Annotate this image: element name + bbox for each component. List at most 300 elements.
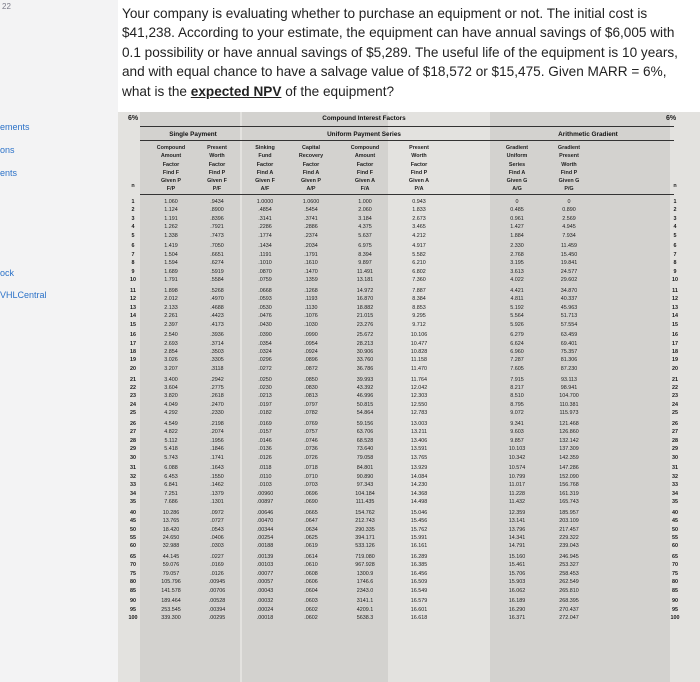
header-line: Given A (408, 178, 430, 185)
table-cell: 60 (130, 543, 136, 550)
table-cell: 39.993 (356, 376, 374, 383)
table-cell: .0604 (304, 587, 318, 594)
table-cell: 8.853 (412, 304, 426, 311)
table-cell: 97.343 (356, 482, 374, 489)
table-cell: .0668 (258, 287, 272, 294)
table-cell: .0736 (304, 446, 318, 453)
table-cell: 34 (130, 490, 136, 497)
group-uniform-series: Uniform Payment Series (327, 131, 401, 138)
table-cell: 12.042 (410, 384, 428, 391)
header-line: Worth (561, 161, 577, 168)
header-line: Factor (410, 161, 428, 168)
table-cell: 4.549 (164, 420, 178, 427)
table-cell: .0118 (258, 465, 272, 472)
table-cell: 33 (130, 482, 136, 489)
table-cell: 9 (673, 268, 677, 275)
table-cell: 1.419 (164, 243, 178, 250)
header-line: A/F (260, 186, 270, 193)
table-cell: 10.799 (508, 473, 526, 480)
table-cell: 12.783 (410, 410, 428, 417)
header-sinking-fund-af (242, 144, 288, 194)
table-cell: 16.189 (508, 598, 526, 605)
table-cell: .00960 (256, 490, 274, 497)
table-cell: .0757 (304, 429, 318, 436)
table-cell: 28 (130, 437, 136, 444)
header-line: Given A (354, 178, 376, 185)
table-cell: 18.420 (162, 526, 180, 533)
table-cell: 104.184 (355, 490, 375, 497)
table-cell: 40.337 (560, 296, 578, 303)
table-cell: 1.191 (164, 215, 178, 222)
header-line: Find A (508, 169, 526, 176)
table-cell: 90 (130, 598, 136, 605)
table-cell: 16 (130, 332, 136, 339)
header-line: Factor (208, 161, 226, 168)
table-cell: 17 (130, 340, 136, 347)
table-cell: 14.230 (410, 482, 428, 489)
table-cell: .0126 (258, 454, 272, 461)
header-line: Worth (411, 153, 427, 160)
table-cell: .8396 (210, 215, 224, 222)
table-cell: 154.762 (355, 509, 375, 516)
column-compound-amount-fp (148, 198, 194, 623)
table-cell: 4.822 (164, 429, 178, 436)
table-cell: 165.743 (559, 499, 579, 505)
table-cell: .00139 (256, 554, 274, 560)
table-cell: 46.996 (356, 393, 374, 400)
table-cell: 1.884 (510, 232, 524, 239)
table-cell: 3.195 (510, 260, 524, 267)
table-cell: 967.928 (355, 562, 375, 569)
table-cell: 65 (130, 554, 136, 560)
table-cell: 95 (672, 606, 678, 613)
table-cell: .00043 (256, 587, 274, 594)
table-cell: 1 (131, 199, 135, 205)
rule-headers (140, 194, 674, 195)
table-cell: 30 (130, 454, 136, 461)
table-cell: 24.577 (560, 268, 578, 275)
sidebar-link-vhlcentral[interactable]: VHLCentral (0, 290, 47, 300)
table-cell: 18.882 (356, 304, 374, 311)
table-cell: 33.760 (356, 357, 374, 364)
header-line: Given P (300, 178, 322, 185)
table-cell: .3936 (210, 332, 224, 339)
table-cell: 4.049 (164, 401, 178, 408)
table-cell: 8.217 (510, 384, 524, 391)
table-cell: 95 (130, 606, 136, 613)
table-cell: 6.841 (164, 482, 178, 489)
table-cell: 14.791 (508, 543, 526, 550)
table-cell: 0.890 (562, 207, 576, 214)
table-cell: 36.786 (356, 365, 374, 372)
header-line: P/F (212, 186, 222, 193)
sidebar-link-ents[interactable]: ents (0, 168, 18, 178)
table-cell: 16.371 (508, 615, 526, 622)
table-cell: 3.207 (164, 365, 178, 372)
header-line: Compound (350, 145, 380, 151)
table-cell: 0 (515, 199, 519, 205)
table-cell: 9.712 (412, 321, 426, 328)
table-cell: 152.090 (559, 473, 579, 480)
header-line: Uniform (506, 153, 528, 160)
table-cell: .0990 (304, 332, 318, 339)
table-cell: 23 (672, 393, 678, 400)
header-n-left (124, 182, 142, 190)
table-cell: .2886 (304, 224, 318, 231)
header-line: Find A (302, 169, 320, 176)
table-cell: .0606 (304, 579, 318, 586)
table-cell: 14.368 (410, 490, 428, 497)
table-cell: .0625 (304, 534, 318, 541)
table-cell: .0602 (304, 606, 318, 613)
table-cell: 93.113 (560, 376, 578, 383)
table-cell: 7.934 (562, 232, 576, 239)
table-cell: 290.335 (355, 526, 375, 533)
table-cell: 25 (672, 410, 678, 417)
header-line: Capital (302, 145, 320, 151)
table-cell: .1301 (210, 499, 224, 505)
table-cell: 16.290 (508, 606, 526, 613)
table-cell: 3.613 (510, 268, 524, 275)
table-cell: 13.406 (410, 437, 428, 444)
header-line: Gradient (505, 145, 529, 151)
table-cell: .0830 (304, 384, 318, 391)
table-cell: 394.171 (355, 534, 375, 541)
table-cell: 5 (673, 232, 677, 239)
table-cell: 15.046 (410, 509, 428, 516)
header-line: Recovery (298, 153, 324, 160)
table-cell: 0.961 (510, 215, 524, 222)
table-cell: .0608 (304, 570, 318, 577)
table-cell: 85 (130, 587, 136, 594)
table-cell: .0227 (210, 554, 224, 560)
table-cell: 3 (131, 215, 135, 222)
table-cell: 16.456 (410, 570, 428, 577)
table-cell: 3 (673, 215, 677, 222)
table-cell: 265.810 (559, 587, 579, 594)
table-cell: 2.854 (164, 349, 178, 355)
table-cell: 54.864 (356, 410, 374, 417)
table-cell: .0759 (258, 277, 272, 284)
table-cell: 65 (672, 554, 678, 560)
table-cell: 1.689 (164, 268, 178, 275)
table-cell: 9 (131, 268, 135, 275)
table-cell: 10 (672, 277, 678, 284)
table-cell: 28.213 (356, 340, 374, 347)
table-cell: 24 (130, 401, 136, 408)
table-cell: 9.072 (510, 410, 524, 417)
table-cell: .2374 (304, 232, 318, 239)
table-cell: 4.421 (510, 287, 524, 294)
header-line: n (673, 183, 677, 189)
column-gradient-uniform-ag (492, 198, 542, 623)
table-cell: 12.550 (410, 401, 428, 408)
table-cell: .00188 (256, 543, 274, 550)
table-cell: 55 (130, 534, 136, 541)
table-cell: 147.286 (559, 465, 579, 472)
table-cell: 20 (672, 365, 678, 372)
table-cell: 10.342 (508, 454, 526, 461)
header-compound-amount-fp (148, 144, 194, 194)
table-cell: .3141 (258, 215, 272, 222)
table-cell: 79.058 (356, 454, 374, 461)
table-cell: 1 (673, 199, 677, 205)
table-cell: 14 (130, 313, 136, 320)
header-line: Worth (209, 153, 225, 160)
table-cell: .0727 (210, 518, 224, 525)
table-cell: 29.602 (560, 277, 578, 284)
header-present-worth-pa (394, 144, 444, 194)
table-cell: 3.820 (164, 393, 178, 400)
table-cell: 81.306 (560, 357, 578, 364)
table-cell: 8 (131, 260, 135, 267)
header-n-right (666, 182, 684, 190)
table-cell: 8.394 (358, 251, 372, 258)
table-cell: 21 (672, 376, 678, 383)
table-cell: 6.802 (412, 268, 426, 275)
table-cell: .1193 (304, 296, 318, 303)
table-cell: 57.554 (560, 321, 578, 328)
table-cell: .0103 (258, 482, 272, 489)
table-cell: 4.212 (412, 232, 426, 239)
table-cell: 4 (131, 224, 135, 231)
table-cell: 16.601 (410, 606, 428, 613)
table-cell: 2.330 (510, 243, 524, 250)
table-cell: 13.211 (410, 429, 428, 436)
table-cell: .00945 (208, 579, 226, 586)
table-cell: .2286 (258, 224, 272, 231)
table-cell: 16.062 (508, 587, 526, 594)
table-cell: 105.796 (161, 579, 181, 586)
table-cell: .0250 (258, 376, 272, 383)
table-cell: 98.941 (560, 384, 578, 391)
header-gradient-present-pg (544, 144, 594, 194)
table-cell: .0593 (258, 296, 272, 303)
table-cell: 25.672 (356, 332, 374, 339)
table-cell: 1.060 (164, 199, 178, 205)
table-cell: 212.743 (355, 518, 375, 525)
table-cell: 11 (130, 287, 136, 294)
header-line: Sinking (255, 145, 275, 151)
table-cell: 1.0600 (302, 199, 320, 205)
table-cell: 11.764 (410, 376, 428, 383)
table-cell: 84.801 (356, 465, 374, 472)
table-cell: 35 (130, 499, 136, 505)
table-cell: 7.360 (412, 277, 426, 284)
question-body: Your company is evaluating whether to purchase an equipment or not. The initial cost is $41,238. According to your estimate, the equipment can have annual savings of $6,005 with 0.1 possibility or have annual savings of $5,289. The useful life of the equipment is 10 years, and with equal chance to have a salvage value of $18,572 or $15,475. Given MARR = 6%, what is the (122, 6, 678, 99)
table-cell: .1791 (304, 251, 318, 258)
sidebar-link-ock[interactable]: ock (0, 268, 15, 278)
table-cell: .2198 (210, 420, 224, 427)
table-cell: 21 (130, 376, 136, 383)
table-cell: 2 (673, 207, 677, 214)
table-cell: .0603 (304, 598, 318, 605)
header-line: Amount (354, 153, 376, 160)
table-cell: 10.574 (508, 465, 526, 472)
rate-left: 6% (128, 115, 139, 122)
table-cell: 100 (670, 615, 680, 622)
table-cell: 14 (672, 313, 678, 320)
column-present-worth-pf (194, 198, 240, 623)
table-cell: 40 (672, 509, 678, 516)
table-cell: 13 (672, 304, 678, 311)
table-cell: .2618 (210, 393, 224, 400)
header-line: Find F (356, 169, 374, 176)
table-cell: 10 (130, 277, 136, 284)
table-cell: 16.161 (410, 543, 428, 550)
table-cell: .0690 (304, 499, 318, 505)
table-cell: 40 (130, 509, 136, 516)
table-cell: .0718 (304, 465, 318, 472)
table-cell: 1300.9 (356, 570, 374, 577)
table-cell: 23 (130, 393, 136, 400)
table-cell: 10.828 (410, 349, 428, 355)
table-cell: 16.509 (410, 579, 428, 586)
table-cell: 5.637 (358, 232, 372, 239)
table-cell: 2343.0 (356, 587, 374, 594)
table-cell: 70 (672, 562, 678, 569)
table-cell: .6274 (210, 260, 224, 267)
header-line: Amount (160, 153, 182, 160)
table-cell: 1.000 (358, 199, 372, 205)
table-cell: 13.141 (508, 518, 526, 525)
table-cell: .00897 (256, 499, 274, 505)
table-cell: .00470 (256, 518, 274, 525)
table-cell: 4.945 (562, 224, 576, 231)
column-capital-recovery-ap (288, 198, 334, 623)
column-present-worth-pa (394, 198, 444, 623)
table-cell: .0954 (304, 340, 318, 347)
table-cell: 11.158 (410, 357, 428, 364)
table-cell: 121.468 (559, 420, 579, 427)
table-cell: .3305 (210, 357, 224, 364)
table-cell: 253.327 (559, 562, 579, 569)
table-cell: .7473 (210, 232, 224, 239)
table-cell: 4.811 (510, 296, 524, 303)
table-cell: 9.295 (412, 313, 426, 320)
table-cell: .00344 (256, 526, 274, 533)
header-line: Present (409, 145, 429, 151)
table-cell: 75 (130, 570, 136, 577)
table-cell: .3714 (210, 340, 224, 347)
table-cell: 31 (130, 465, 136, 472)
table-cell: 63.459 (560, 332, 578, 339)
table-cell: 2.540 (164, 332, 178, 339)
table-cell: .4970 (210, 296, 224, 303)
table-cell: .1774 (258, 232, 272, 239)
table-cell: .0619 (304, 543, 318, 550)
header-line: Find F (162, 169, 180, 176)
header-line: Given F (255, 178, 275, 185)
table-cell: .0870 (258, 268, 272, 275)
table-cell: 34.870 (560, 287, 578, 294)
table-cell: 1.262 (164, 224, 178, 231)
table-cell: 15.461 (508, 562, 526, 569)
table-cell: 8.510 (510, 393, 524, 400)
table-cell: 100 (128, 615, 138, 622)
table-cell: .00528 (208, 598, 226, 605)
table-cell: .1268 (304, 287, 318, 294)
header-line: Factor (356, 161, 374, 168)
table-cell: .7921 (210, 224, 224, 231)
table-cell: .1643 (210, 465, 224, 472)
question-ending: of the equipment? (281, 83, 395, 99)
header-line: Gradient (557, 145, 581, 151)
table-cell: .9434 (210, 199, 224, 205)
table-cell: 15.456 (410, 518, 428, 525)
header-line: Find P (410, 169, 428, 176)
table-cell: 3.400 (164, 376, 178, 383)
table-cell: 24 (672, 401, 678, 408)
table-cell: 12 (672, 296, 678, 303)
table-cell: 63.706 (356, 429, 374, 436)
table-cell: 44.145 (162, 554, 180, 560)
table-cell: .1462 (210, 482, 224, 489)
sidebar-link-elements[interactable]: ements (0, 122, 30, 132)
table-cell: 13.181 (356, 277, 374, 284)
table-cell: 45 (130, 518, 136, 525)
table-cell: .0476 (258, 313, 272, 320)
table-cell: 22 (130, 384, 136, 391)
table-cell: 10.477 (410, 340, 428, 347)
table-cell: 29 (672, 446, 678, 453)
table-cell: 9.341 (510, 420, 524, 427)
table-cell: .0197 (258, 401, 272, 408)
table-cell: 6.453 (164, 473, 178, 480)
group-single-payment: Single Payment (169, 131, 217, 138)
table-cell: 45 (672, 518, 678, 525)
table-cell: 10.103 (508, 446, 526, 453)
table-cell: .5454 (304, 207, 318, 214)
table-cell: 13.796 (508, 526, 526, 533)
table-cell: .0169 (210, 562, 224, 569)
table-cell: 68.528 (356, 437, 374, 444)
table-cell: 6.960 (510, 349, 524, 355)
table-cell: 5.418 (164, 446, 178, 453)
question-emphasis: expected NPV (190, 83, 282, 99)
table-cell: .0213 (258, 393, 272, 400)
table-cell: 4209.1 (356, 606, 374, 613)
table-cell: .1379 (210, 490, 224, 497)
table-cell: 3141.1 (356, 598, 374, 605)
table-cell: 28 (672, 437, 678, 444)
table-cell: .5919 (210, 268, 224, 275)
table-cell: .0924 (304, 349, 318, 355)
header-capital-recovery-ap (288, 144, 334, 194)
table-cell: 87.230 (560, 365, 578, 372)
question-panel (118, 0, 700, 112)
table-cell: 43.392 (356, 384, 374, 391)
table-cell: .3503 (210, 349, 224, 355)
header-line: P/G (564, 186, 574, 193)
table-cell: .00103 (256, 562, 274, 569)
table-cell: 6 (673, 243, 677, 250)
table-cell: .8900 (210, 207, 224, 214)
table-cell: .0610 (304, 562, 318, 569)
table-cell: 80 (672, 579, 678, 586)
table-cell: 16.579 (410, 598, 428, 605)
table-cell: 15.706 (508, 570, 526, 577)
table-cell: 8 (673, 260, 677, 267)
sidebar-link-ons[interactable]: ons (0, 145, 15, 155)
header-line: Given P (160, 178, 182, 185)
table-cell: 5.192 (510, 304, 524, 311)
table-cell: 229.322 (559, 534, 579, 541)
sidebar (0, 0, 119, 682)
table-cell: 7 (673, 251, 677, 258)
table-cell: 16.385 (410, 562, 428, 569)
table-cell: 16 (672, 332, 678, 339)
